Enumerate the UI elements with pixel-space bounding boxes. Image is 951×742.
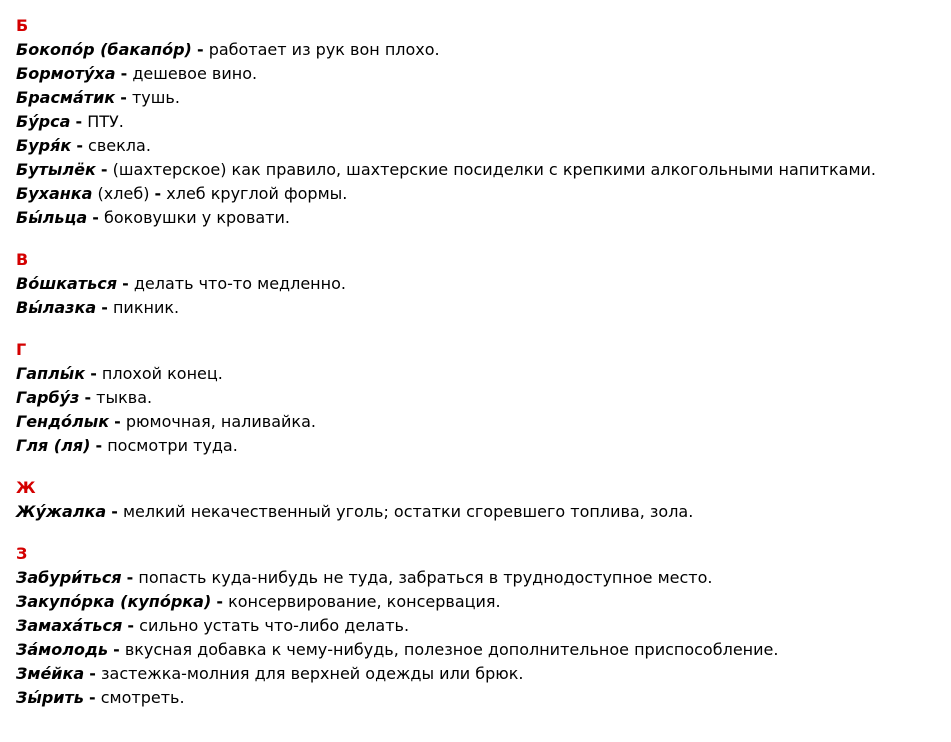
glossary-entry [16, 110, 946, 134]
entry-term: Бормоту́ха [16, 64, 116, 83]
section-letter: З [16, 544, 28, 563]
entry-dash: - [95, 436, 103, 455]
entry-dash: - [101, 298, 108, 317]
entry-term: Во́шкаться [16, 274, 117, 293]
glossary-entry [16, 386, 946, 410]
glossary-entry [16, 662, 946, 686]
section-letter: Ж [16, 478, 36, 497]
glossary-section [16, 248, 946, 320]
entry-dash: - [75, 112, 83, 131]
entry-note: (хлеб) [97, 184, 150, 203]
glossary-entry [16, 182, 946, 206]
entry-dash: - [126, 568, 134, 587]
entry-definition: рюмочная, наливайка. [125, 412, 316, 431]
entry-term: Гарбу́з [16, 388, 80, 407]
entry-dash: - [89, 664, 96, 683]
entry-definition: ПТУ. [87, 112, 124, 131]
entry-definition: плохой конец. [101, 364, 223, 383]
entry-term: Бы́льца [16, 208, 88, 227]
entry-definition: мелкий некачественный уголь; остатки сгоревшего топлива, зола. [122, 502, 694, 521]
entry-definition: (шахтерское) как правило, шахтерские посиделки с крепкими алкогольными напитками. [112, 160, 877, 179]
entry-term: Гля (ля) [16, 436, 91, 455]
entry-dash: - [114, 412, 121, 431]
entry-dash: - [111, 502, 118, 521]
entry-dash: - [120, 88, 127, 107]
glossary-section [16, 542, 946, 710]
entry-definition: смотреть. [100, 688, 185, 707]
entry-dash: - [154, 184, 162, 203]
entry-definition: тыква. [96, 388, 153, 407]
glossary-entry [16, 158, 946, 182]
glossary-entry [16, 362, 946, 386]
entry-dash: - [120, 64, 128, 83]
glossary-entry [16, 206, 946, 230]
entry-dash: - [84, 388, 92, 407]
entry-term: Забури́ться [16, 568, 122, 587]
glossary-entry [16, 566, 946, 590]
glossary-entry [16, 614, 946, 638]
glossary-entry [16, 62, 946, 86]
entry-term: Зме́йка [16, 664, 85, 683]
entry-definition: дешевое вино. [132, 64, 258, 83]
entry-dash: - [216, 592, 223, 611]
glossary-entry [16, 86, 946, 110]
entry-definition: вкусная добавка к чему-нибудь, полезное дополнительное приспособление. [124, 640, 779, 659]
glossary-section [16, 14, 946, 230]
entry-term: Зы́рить [16, 688, 84, 707]
entry-definition: работает из рук вон плохо. [208, 40, 440, 59]
entry-term: Буханка [16, 184, 93, 203]
section-letter: В [16, 250, 29, 269]
entry-dash: - [76, 136, 83, 155]
entry-dash: - [196, 40, 204, 59]
glossary-entry [16, 134, 946, 158]
glossary-entry [16, 296, 946, 320]
entry-definition: застежка-молния для верхней одежды или брюк. [101, 664, 524, 683]
glossary-entry [16, 500, 946, 524]
entry-dash: - [90, 364, 97, 383]
entry-term: Гаплы́к [16, 364, 86, 383]
entry-definition: пикник. [112, 298, 180, 317]
entry-definition: свекла. [88, 136, 151, 155]
entry-dash: - [88, 688, 96, 707]
entry-dash: - [127, 616, 135, 635]
glossary-entry [16, 410, 946, 434]
glossary-entry [16, 686, 946, 710]
entry-definition: боковушки у кровати. [103, 208, 290, 227]
entry-term: Бутылёк [16, 160, 96, 179]
entry-term: Бокопо́р (бакапо́р) [16, 40, 192, 59]
glossary-section [16, 476, 946, 524]
entry-dash: - [113, 640, 120, 659]
entry-definition: попасть куда-нибудь не туда, забраться в труднодоступное место. [138, 568, 713, 587]
entry-dash: - [100, 160, 108, 179]
entry-term: Брасма́тик [16, 88, 116, 107]
entry-dash: - [92, 208, 99, 227]
entry-definition: сильно устать что-либо делать. [139, 616, 410, 635]
glossary-section [16, 338, 946, 458]
entry-term: Замаха́ться [16, 616, 123, 635]
section-letter: Б [16, 16, 29, 35]
entry-definition: консервирование, консервация. [228, 592, 501, 611]
glossary-entry [16, 590, 946, 614]
glossary-entry [16, 38, 946, 62]
entry-term: Закупо́рка (купо́рка) [16, 592, 212, 611]
glossary-entry [16, 638, 946, 662]
entry-definition: посмотри туда. [107, 436, 238, 455]
entry-term: Бу́рса [16, 112, 71, 131]
glossary [16, 14, 946, 728]
entry-definition: хлеб круглой формы. [166, 184, 348, 203]
glossary-entry [16, 272, 946, 296]
entry-dash: - [122, 274, 129, 293]
entry-term: За́молодь [16, 640, 108, 659]
entry-term: Вы́лазка [16, 298, 97, 317]
entry-definition: тушь. [131, 88, 180, 107]
entry-term: Буря́к [16, 136, 72, 155]
section-letter: Г [16, 340, 27, 359]
entry-term: Жу́жалка [16, 502, 107, 521]
entry-term: Гендо́лык [16, 412, 110, 431]
entry-definition: делать что-то медленно. [133, 274, 346, 293]
glossary-entry [16, 434, 946, 458]
